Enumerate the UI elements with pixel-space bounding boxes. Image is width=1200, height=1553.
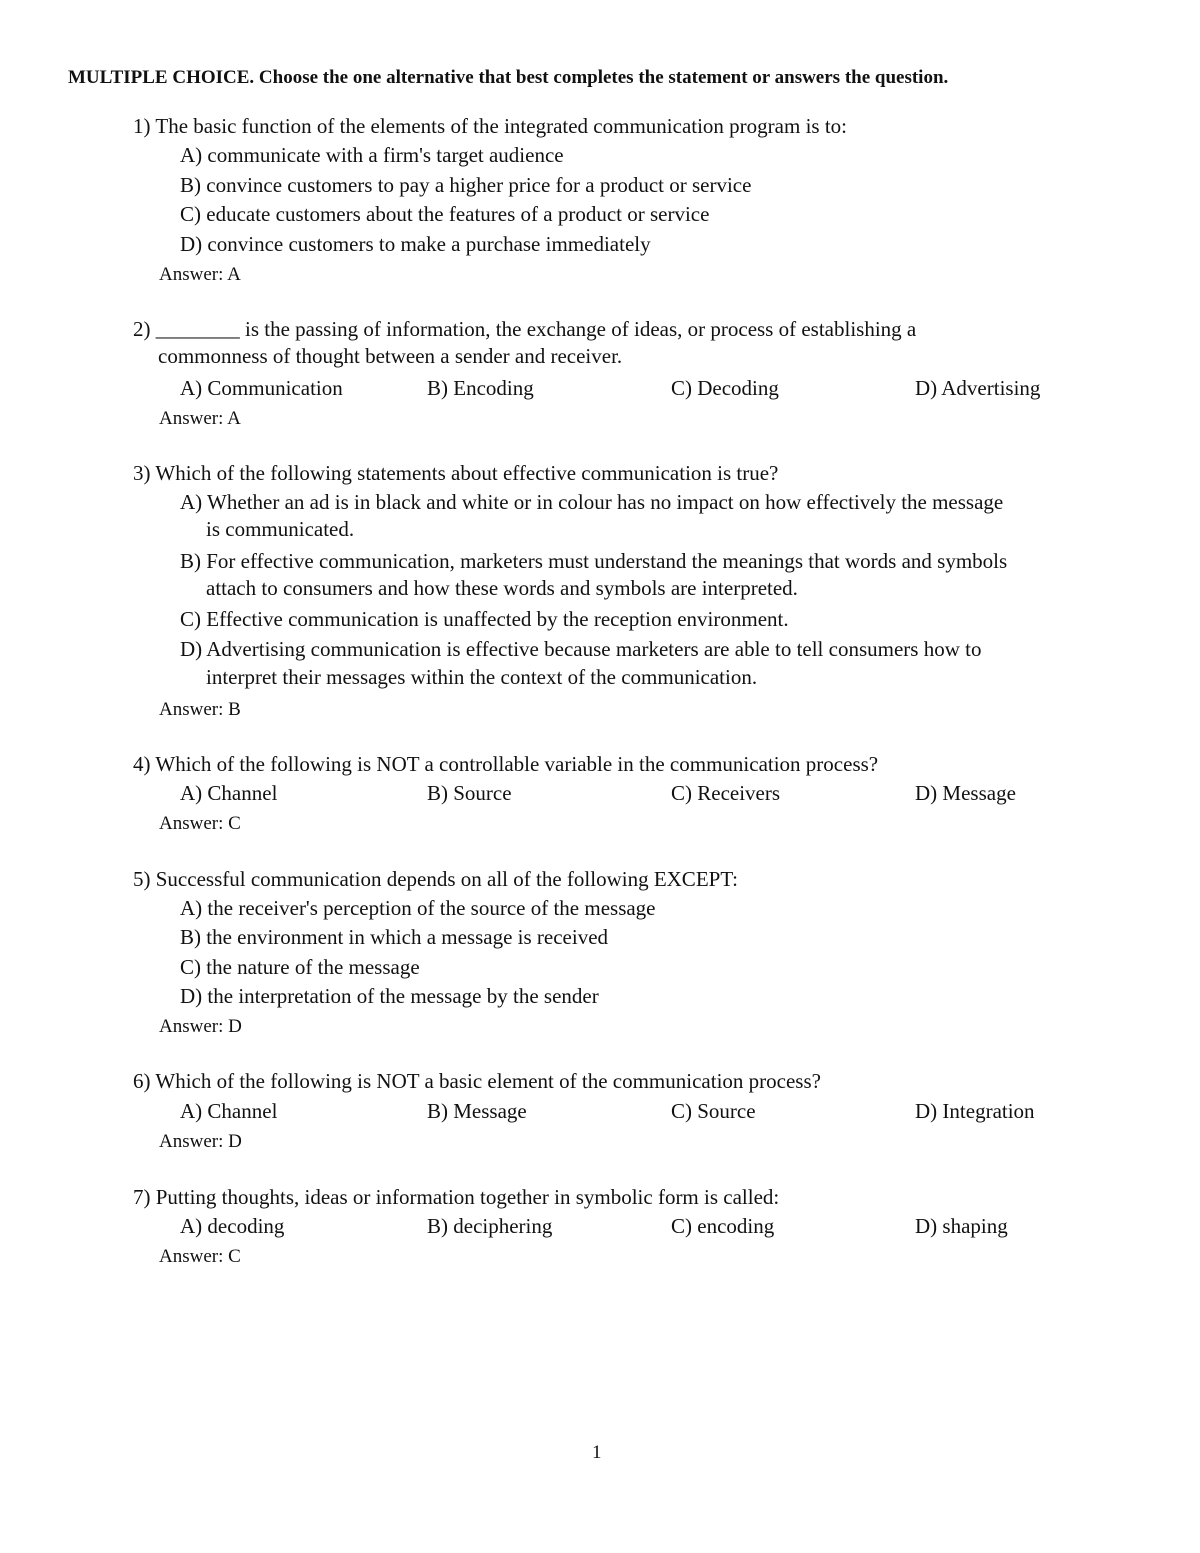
- option-label: D): [915, 1214, 938, 1238]
- option-label: D): [180, 637, 203, 661]
- question-stem: [133, 459, 1123, 489]
- option-text: the receiver's perception of the source of the message: [207, 896, 656, 920]
- answer-key: Answer: D: [159, 1131, 242, 1152]
- question-stem: [133, 750, 1123, 780]
- question-stem: [133, 315, 1123, 345]
- question-text: Which of the following is NOT a controllable variable in the communication process?: [155, 752, 879, 776]
- option-d[interactable]: [915, 1212, 1008, 1242]
- question-number: 2): [133, 317, 151, 341]
- option-text: shaping: [942, 1214, 1008, 1238]
- option-label: D): [915, 781, 938, 805]
- option-c[interactable]: [671, 374, 779, 404]
- option-a-continued: is communicated.: [206, 517, 355, 541]
- option-label: B): [427, 1099, 448, 1123]
- option-text: the nature of the message: [206, 955, 420, 979]
- question-number: 3): [133, 461, 151, 485]
- option-c[interactable]: [671, 1097, 756, 1127]
- answer-key: Answer: C: [159, 813, 241, 834]
- option-label: C): [671, 1214, 692, 1238]
- section-heading: MULTIPLE CHOICE. Choose the one alternative that best completes the statement or answers the question.: [68, 67, 949, 88]
- option-c[interactable]: [671, 779, 780, 809]
- option-text: decoding: [207, 1214, 285, 1238]
- answer-key: Answer: A: [159, 264, 241, 285]
- option-label: C): [180, 202, 201, 226]
- question-text: Which of the following is NOT a basic element of the communication process?: [155, 1069, 821, 1093]
- option-label: B): [427, 781, 448, 805]
- option-label: B): [427, 1214, 448, 1238]
- option-text: Whether an ad is in black and white or in colour has no impact on how effectively the message: [207, 490, 1004, 514]
- option-c[interactable]: [671, 1212, 774, 1242]
- option-b[interactable]: [427, 779, 512, 809]
- option-label: A): [180, 1099, 203, 1123]
- option-text: Message: [942, 781, 1016, 805]
- option-text: deciphering: [453, 1214, 553, 1238]
- answer-key: Answer: B: [159, 699, 241, 720]
- option-text: Source: [697, 1099, 756, 1123]
- question-number: 1): [133, 114, 151, 138]
- option-text: For effective communication, marketers must understand the meanings that words and symbols: [206, 549, 1008, 573]
- option-a[interactable]: [180, 141, 564, 171]
- option-d[interactable]: [915, 1097, 1035, 1127]
- option-label: C): [671, 376, 692, 400]
- option-label: D): [180, 232, 203, 256]
- option-label: C): [180, 955, 201, 979]
- option-c[interactable]: [180, 200, 709, 230]
- option-b[interactable]: [180, 171, 751, 201]
- option-text: encoding: [697, 1214, 775, 1238]
- question-stem: [133, 1067, 1123, 1097]
- option-a[interactable]: [180, 488, 1003, 518]
- option-label: B): [180, 173, 201, 197]
- option-c[interactable]: [180, 605, 789, 635]
- question-number: 7): [133, 1185, 151, 1209]
- question-text: Putting thoughts, ideas or information together in symbolic form is called:: [155, 1185, 780, 1209]
- option-text: the interpretation of the message by the sender: [207, 984, 599, 1008]
- option-label: A): [180, 781, 203, 805]
- option-d[interactable]: [180, 635, 981, 665]
- option-b-continued: attach to consumers and how these words and symbols are interpreted.: [206, 576, 798, 600]
- option-text: Communication: [207, 376, 343, 400]
- option-text: Effective communication is unaffected by the reception environment.: [206, 607, 789, 631]
- option-text: Integration: [942, 1099, 1035, 1123]
- option-text: Channel: [207, 1099, 278, 1123]
- answer-key: Answer: D: [159, 1016, 242, 1037]
- option-text: Encoding: [453, 376, 534, 400]
- option-text: Advertising: [941, 376, 1041, 400]
- question-text-continued: commonness of thought between a sender and receiver.: [158, 344, 623, 368]
- option-label: B): [180, 549, 201, 573]
- question-stem: [133, 1183, 1123, 1213]
- option-d[interactable]: [180, 982, 599, 1012]
- question-text: The basic function of the elements of the integrated communication program is to:: [155, 114, 848, 138]
- question-text: Successful communication depends on all of the following EXCEPT:: [155, 867, 738, 891]
- answer-key: Answer: A: [159, 408, 241, 429]
- option-b[interactable]: [427, 1097, 527, 1127]
- option-d[interactable]: [915, 779, 1016, 809]
- option-a[interactable]: [180, 1097, 277, 1127]
- question-number: 4): [133, 752, 151, 776]
- option-d[interactable]: [180, 230, 651, 260]
- option-text: Message: [453, 1099, 527, 1123]
- option-a[interactable]: [180, 894, 656, 924]
- option-text: Receivers: [697, 781, 781, 805]
- answer-key: Answer: C: [159, 1246, 241, 1267]
- option-text: Decoding: [697, 376, 779, 400]
- option-text: Source: [453, 781, 512, 805]
- option-label: D): [915, 376, 938, 400]
- option-d-continued: interpret their messages within the context of the communication.: [206, 665, 758, 689]
- option-label: A): [180, 143, 203, 167]
- option-a[interactable]: [180, 1212, 284, 1242]
- option-label: D): [180, 984, 203, 1008]
- option-label: A): [180, 896, 203, 920]
- option-text: educate customers about the features of a product or service: [206, 202, 710, 226]
- option-text: Channel: [207, 781, 278, 805]
- question-number: 6): [133, 1069, 151, 1093]
- question-text: ________ is the passing of information, the exchange of ideas, or process of establishing a: [155, 317, 917, 341]
- option-text: convince customers to pay a higher price for a product or service: [206, 173, 752, 197]
- question-stem: [133, 865, 1123, 895]
- option-label: C): [671, 1099, 692, 1123]
- option-label: B): [427, 376, 448, 400]
- option-label: B): [180, 925, 201, 949]
- option-a[interactable]: [180, 779, 277, 809]
- option-text: communicate with a firm's target audience: [207, 143, 564, 167]
- option-label: A): [180, 376, 203, 400]
- option-text: Advertising communication is effective because marketers are able to tell consumers how to: [206, 637, 982, 661]
- option-label: C): [180, 607, 201, 631]
- option-a[interactable]: [180, 374, 343, 404]
- page-number: 1: [592, 1442, 602, 1463]
- option-text: the environment in which a message is received: [206, 925, 609, 949]
- option-label: D): [915, 1099, 938, 1123]
- question-number: 5): [133, 867, 151, 891]
- option-b[interactable]: [180, 923, 608, 953]
- question-stem: [133, 112, 1123, 142]
- option-label: A): [180, 490, 203, 514]
- option-b[interactable]: [427, 374, 534, 404]
- option-d[interactable]: [915, 374, 1040, 404]
- option-label: A): [180, 1214, 203, 1238]
- option-label: C): [671, 781, 692, 805]
- question-text: Which of the following statements about effective communication is true?: [155, 461, 779, 485]
- option-text: convince customers to make a purchase immediately: [207, 232, 651, 256]
- option-c[interactable]: [180, 953, 420, 983]
- option-b[interactable]: [427, 1212, 552, 1242]
- option-b[interactable]: [180, 547, 1007, 577]
